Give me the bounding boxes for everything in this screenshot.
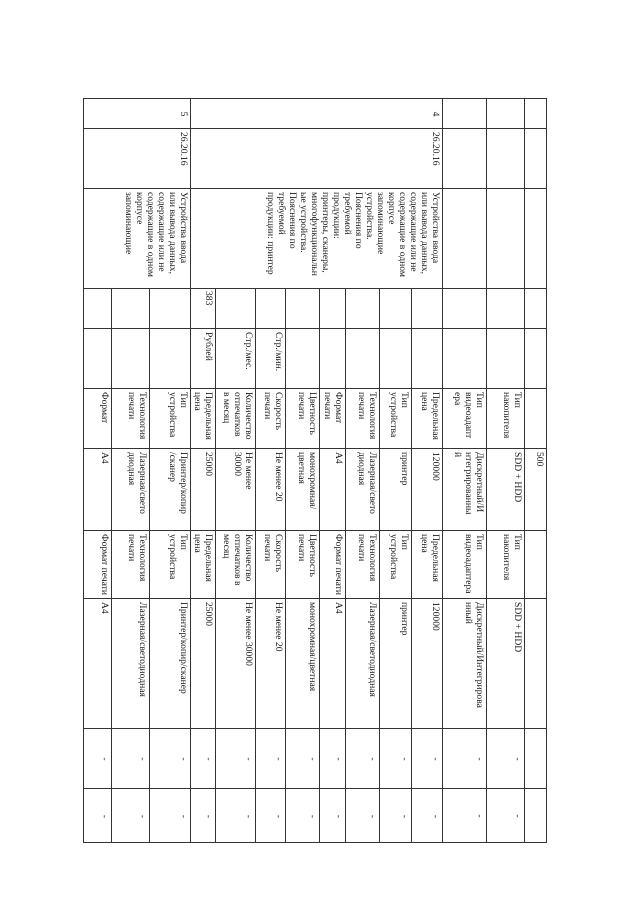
table-row [524, 98, 547, 843]
header-cell: 500 [524, 448, 546, 530]
dash: - [346, 788, 379, 843]
row-number: 5 [84, 98, 190, 128]
param-value: монохромная/цветная [286, 598, 319, 728]
param-value: А4 [84, 448, 111, 530]
okei-code [412, 288, 442, 328]
param-value: 120000 [412, 598, 442, 728]
param-row [216, 288, 256, 843]
param-row [150, 288, 190, 843]
param-name: Тип устройства [150, 530, 190, 598]
param-row [190, 288, 216, 843]
param-name: Технология печати [346, 388, 379, 448]
param-name: Тип накопителя [486, 388, 524, 448]
param-row [412, 288, 442, 843]
param-name: Предельная цена [190, 530, 215, 598]
dash: - [256, 728, 285, 788]
param-value: Принтер/копир/сканер [150, 598, 190, 728]
dash: - [84, 728, 111, 788]
param-value: SDD + HDD [486, 448, 524, 530]
okpd-code: 26.20.16 [190, 128, 442, 188]
okpd-code: 26.20.16 [84, 128, 190, 188]
okei-code: 383 [203, 291, 214, 306]
row5-params [84, 288, 190, 843]
param-value: Лазерная/свето диодная [346, 448, 379, 530]
dash: - [256, 788, 285, 843]
param-value: Лазерная/светодиодная [346, 598, 379, 728]
dash: - [486, 788, 524, 843]
dash: - [190, 788, 215, 843]
param-value: принтер [380, 448, 411, 530]
table-row [486, 98, 525, 843]
dash: - [150, 788, 190, 843]
dash: - [380, 788, 411, 843]
product-description: Устройства ввода или вывода данных, содержащие или не содержащие в одном корпусе запоминающие устройства. Пояснения по требуемой продукции: принтеры, сканеры, многофункциональн ые устройства. Пояснения по требуемой продукции: принтер [190, 188, 442, 288]
param-value: А4 [84, 598, 111, 728]
param-row [320, 288, 346, 843]
dash: - [442, 788, 486, 843]
param-name: Предельная цена [412, 530, 442, 598]
param-row [84, 288, 112, 843]
dash: - [346, 728, 379, 788]
dash: - [412, 728, 442, 788]
table-row [442, 98, 487, 843]
param-value: 25000 [190, 448, 215, 530]
param-row [346, 288, 380, 843]
param-name: Количество отпечатков в месяц [216, 530, 255, 598]
param-name: Формат [84, 388, 111, 448]
param-value: Лазерная/светодиодная [112, 598, 149, 728]
dash: - [216, 788, 255, 843]
dash: - [286, 788, 319, 843]
param-name: Тип видеоадаптера [442, 530, 486, 598]
param-value: Дискретный/Интегрирова нный [442, 598, 486, 728]
okei-code [150, 288, 190, 328]
dash: - [190, 728, 215, 788]
dash: - [112, 728, 149, 788]
dash: - [112, 788, 149, 843]
table-row-4 [190, 98, 443, 843]
okei-code [84, 288, 111, 328]
dash: - [150, 728, 190, 788]
dash: - [286, 728, 319, 788]
unit-name [380, 328, 411, 388]
param-name: Формат печати [320, 388, 345, 448]
unit-name: Стр./мин. [256, 328, 285, 388]
param-row [380, 288, 412, 843]
param-value: Лазерная/свето диодная [112, 448, 149, 530]
dash: - [442, 728, 486, 788]
okei-code [216, 288, 255, 328]
param-name: Тип устройства [380, 388, 411, 448]
param-name: Скорость печати [256, 388, 285, 448]
dash: - [486, 728, 524, 788]
unit-name [150, 328, 190, 388]
param-value: А4 [320, 598, 345, 728]
param-name: Формат печати [320, 530, 345, 598]
param-value: 120000 [412, 448, 442, 530]
param-name: Скорость печати [256, 530, 285, 598]
param-value: А4 [320, 448, 345, 530]
unit-name [286, 328, 319, 388]
okei-code [256, 288, 285, 328]
rotated-table-container [85, 98, 547, 843]
okei-code [380, 288, 411, 328]
param-name: Технология печати [346, 530, 379, 598]
param-value: Не менее 30000 [216, 448, 255, 530]
requirements-table [85, 98, 547, 843]
param-value: Не менее 20 [256, 448, 285, 530]
param-row [256, 288, 286, 843]
dash: - [380, 728, 411, 788]
unit-name [412, 328, 442, 388]
param-value: SDD + HDD [486, 598, 524, 728]
param-value: Не менее 20 [256, 598, 285, 728]
table-row-5 [83, 98, 191, 843]
param-value: Дискретный/И нтегрированны й [442, 448, 486, 530]
param-name: Цветность печати [286, 530, 319, 598]
param-name: Формат печати [84, 530, 111, 598]
param-name: Технология печати [112, 388, 149, 448]
param-value: 25000 [190, 598, 215, 728]
param-row [286, 288, 320, 843]
unit-name: Стр./мес. [216, 328, 255, 388]
param-row [112, 288, 150, 843]
dash: - [216, 728, 255, 788]
okei-code [346, 288, 379, 328]
product-description: Устройства ввода или вывода данных, содержащие или не содержащие в одном корпусе запоминающие [84, 188, 190, 288]
param-name: Технология печати [112, 530, 149, 598]
dash: - [320, 728, 345, 788]
param-value: монохромная/ цветная [286, 448, 319, 530]
param-name: Тип устройства [150, 388, 190, 448]
dash: - [84, 788, 111, 843]
param-name: Предельная цена [412, 388, 442, 448]
unit-name [84, 328, 111, 388]
param-name: Количество отпечатков в месяц [216, 388, 255, 448]
unit-name: Рублей [190, 328, 215, 388]
param-value: принтер [380, 598, 411, 728]
row4-params [190, 288, 442, 843]
param-value: Принтер/копир /сканер [150, 448, 190, 530]
param-name: Цветность печати [286, 388, 319, 448]
okei-code [320, 288, 345, 328]
unit-name [112, 328, 149, 388]
param-value: Не менее 30000 [216, 598, 255, 728]
dash: - [320, 788, 345, 843]
param-name: Тип видеоадапт ера [442, 388, 486, 448]
param-name: Тип накопителя [486, 530, 524, 598]
okei-code [112, 288, 149, 328]
param-name: Предельная цена [190, 388, 215, 448]
row-number: 4 [190, 98, 442, 128]
unit-name [320, 328, 345, 388]
okei-code [286, 288, 319, 328]
unit-name [346, 328, 379, 388]
dash: - [412, 788, 442, 843]
param-name: Тип устройства [380, 530, 411, 598]
